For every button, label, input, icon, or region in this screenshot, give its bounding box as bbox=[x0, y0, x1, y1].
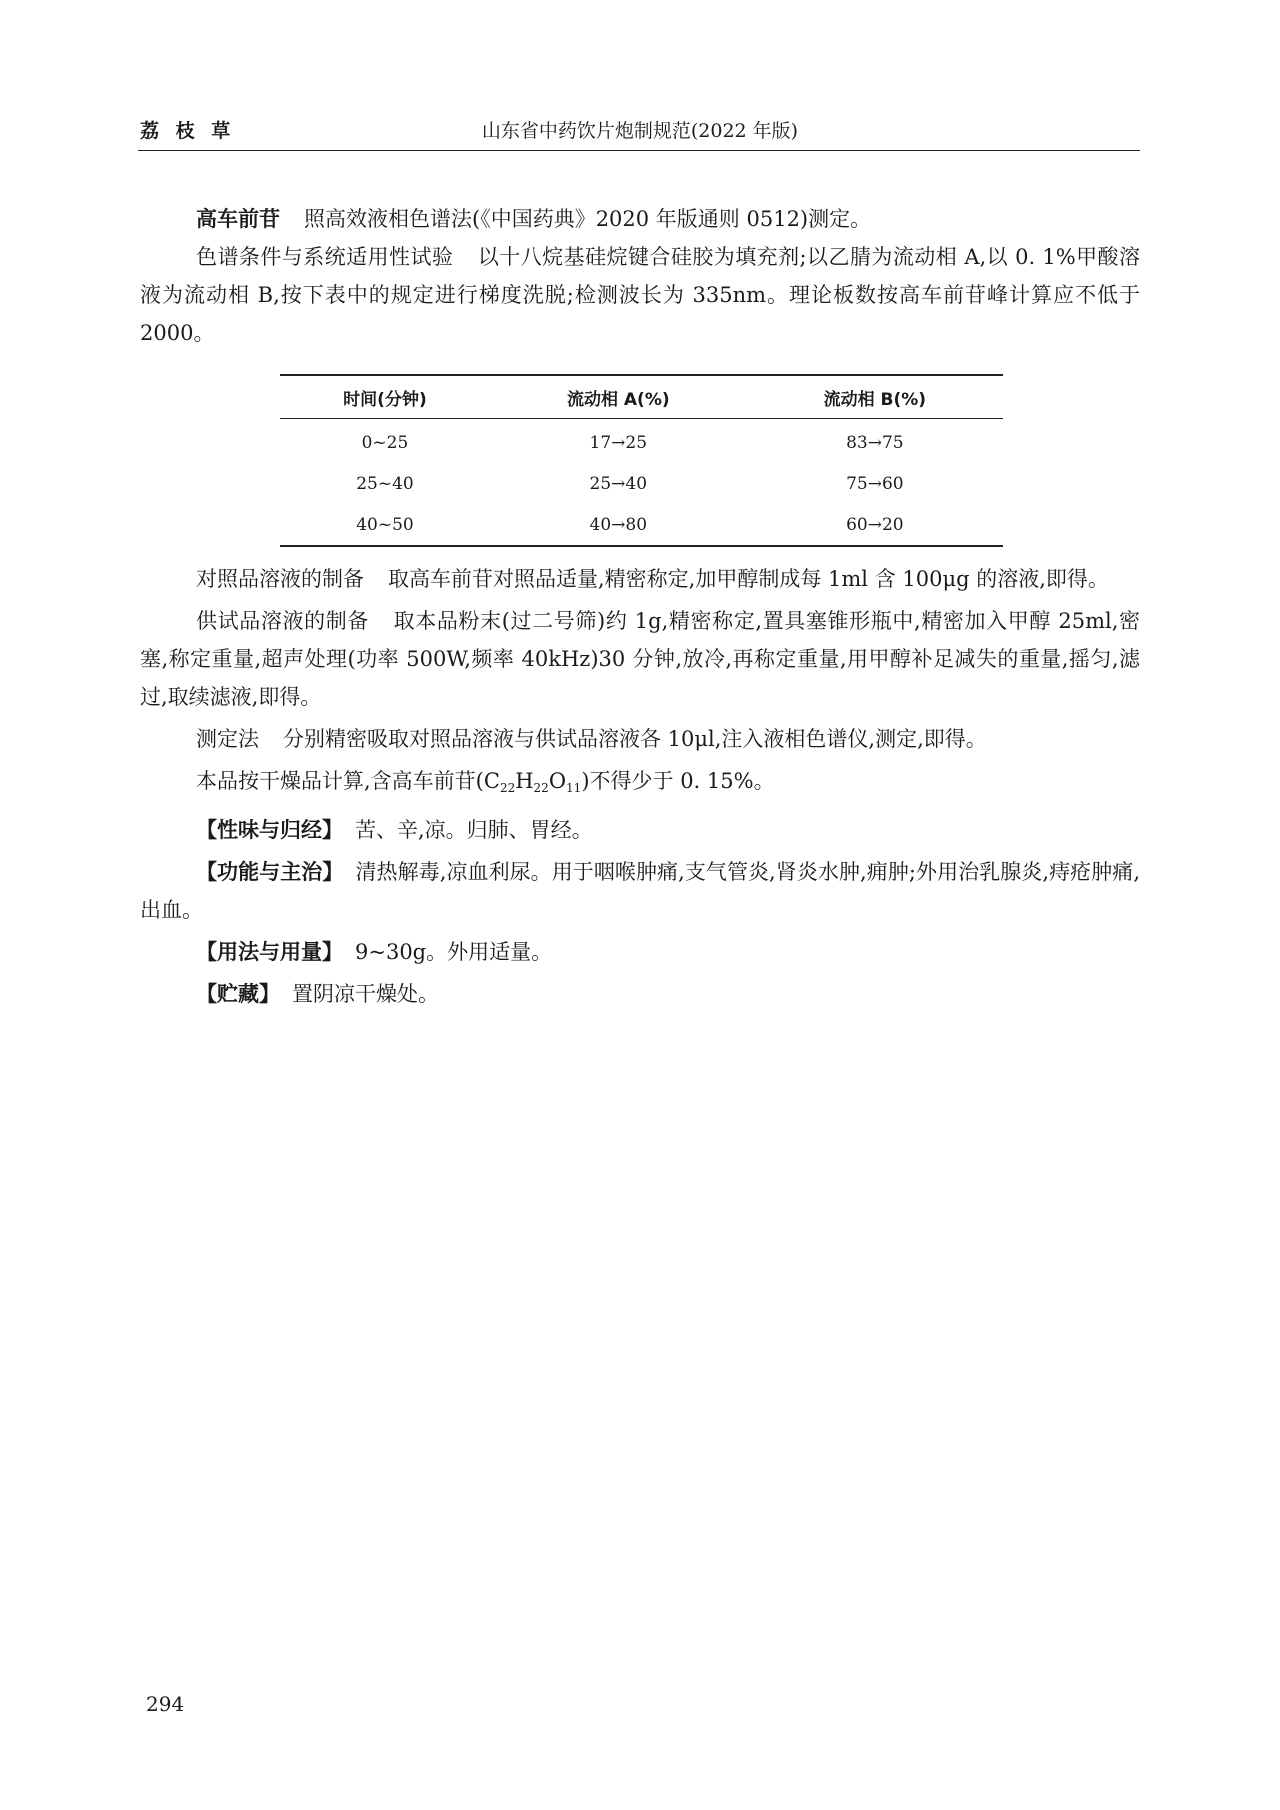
section-function-indication bbox=[140, 853, 1140, 929]
page-number: 294 bbox=[146, 1692, 185, 1716]
table-cell: 25~40 bbox=[356, 473, 414, 494]
table-cell: 83→75 bbox=[846, 432, 904, 453]
table-cell: 25→40 bbox=[589, 473, 648, 494]
assay-label: 高车前苷 bbox=[196, 207, 280, 231]
table-cell: 0~25 bbox=[361, 432, 409, 453]
paragraph-reference-solution bbox=[140, 560, 1140, 598]
section-label: 【性味与归经】 bbox=[196, 818, 343, 842]
procedure-label: 测定法 bbox=[196, 727, 259, 751]
section-text: 苦、辛,凉。归肺、胃经。 bbox=[355, 818, 593, 842]
table-cell: 40~50 bbox=[280, 504, 490, 546]
body-text-bottom bbox=[140, 560, 1140, 1017]
table-header-cell: 时间(分钟) bbox=[280, 375, 490, 419]
table-row bbox=[280, 504, 1003, 546]
section-label: 【功能与主治】 bbox=[196, 860, 344, 884]
table-cell: 17→25 bbox=[589, 432, 648, 453]
conditions-text: 以十八烷基硅烷键合硅胶为填充剂;以乙腈为流动相 A,以 0. 1%甲酸溶液为流动相 B,按下表中的规定进行梯度洗脱;检测波长为 335nm。理论板数按高车前苷峰计算应不低于 2000。 bbox=[140, 245, 1140, 345]
formula-element: H bbox=[515, 769, 534, 793]
test-label: 供试品溶液的制备 bbox=[196, 609, 369, 633]
table-row bbox=[280, 419, 1003, 464]
table-row bbox=[280, 463, 1003, 504]
section-text: 9~30g。外用适量。 bbox=[355, 940, 553, 964]
header-rule bbox=[138, 150, 1140, 151]
section-usage-dosage bbox=[140, 933, 1140, 971]
test-text: 取本品粉末(过二号筛)约 1g,精密称定,置具塞锥形瓶中,精密加入甲醇 25ml,密塞,称定重量,超声处理(功率 500W,频率 40kHz)30 分钟,放冷,再称定重量,用甲醇补足减失的重量,摇匀,滤过,取续滤液,即得。 bbox=[140, 609, 1140, 709]
section-nature-meridian bbox=[140, 811, 1140, 849]
running-header bbox=[140, 116, 1140, 146]
reference-label: 对照品溶液的制备 bbox=[196, 567, 364, 591]
limit-text-pre: 本品按干燥品计算,含高车前苷(C bbox=[196, 769, 500, 793]
formula-element: O bbox=[548, 769, 567, 793]
conditions-label: 色谱条件与系统适用性试验 bbox=[196, 245, 454, 269]
paragraph-chromatographic-conditions bbox=[140, 238, 1140, 352]
table-cell: 40→80 bbox=[490, 504, 747, 546]
gradient-table bbox=[280, 374, 1003, 547]
paragraph-content-limit bbox=[140, 762, 1140, 807]
reference-text: 取高车前苷对照品适量,精密称定,加甲醇制成每 1ml 含 100μg 的溶液,即得。 bbox=[388, 567, 1109, 591]
running-title-center: 山东省中药饮片炮制规范(2022 年版) bbox=[481, 120, 799, 142]
formula-subscript: 22 bbox=[499, 781, 516, 795]
section-label: 【用法与用量】 bbox=[196, 940, 343, 964]
table-cell: 75→60 bbox=[846, 473, 904, 494]
table-cell: 60→20 bbox=[747, 504, 1003, 546]
limit-text-post: )不得少于 0. 15%。 bbox=[581, 769, 775, 793]
section-text: 置阴凉干燥处。 bbox=[292, 982, 439, 1006]
running-title-left: 荔 枝 草 bbox=[140, 120, 236, 142]
formula-subscript: 11 bbox=[566, 781, 582, 795]
paragraph-test-solution bbox=[140, 602, 1140, 716]
formula-subscript: 22 bbox=[533, 781, 549, 795]
paragraph-assay-title bbox=[140, 200, 1140, 238]
section-label: 【贮藏】 bbox=[196, 982, 280, 1006]
table-header-cell: 流动相 A(%) bbox=[490, 375, 747, 419]
assay-text: 照高效液相色谱法(《中国药典》2020 年版通则 0512)测定。 bbox=[304, 207, 872, 231]
paragraph-procedure bbox=[140, 720, 1140, 758]
table-header-row bbox=[280, 375, 1003, 419]
body-text-top bbox=[140, 200, 1140, 352]
section-text: 清热解毒,凉血利尿。用于咽喉肿痛,支气管炎,肾炎水肿,痈肿;外用治乳腺炎,痔疮肿痛,出血。 bbox=[140, 860, 1141, 922]
procedure-text: 分别精密吸取对照品溶液与供试品溶液各 10μl,注入液相色谱仪,测定,即得。 bbox=[283, 727, 987, 751]
section-storage bbox=[140, 975, 1140, 1013]
table-header-cell: 流动相 B(%) bbox=[747, 375, 1003, 419]
